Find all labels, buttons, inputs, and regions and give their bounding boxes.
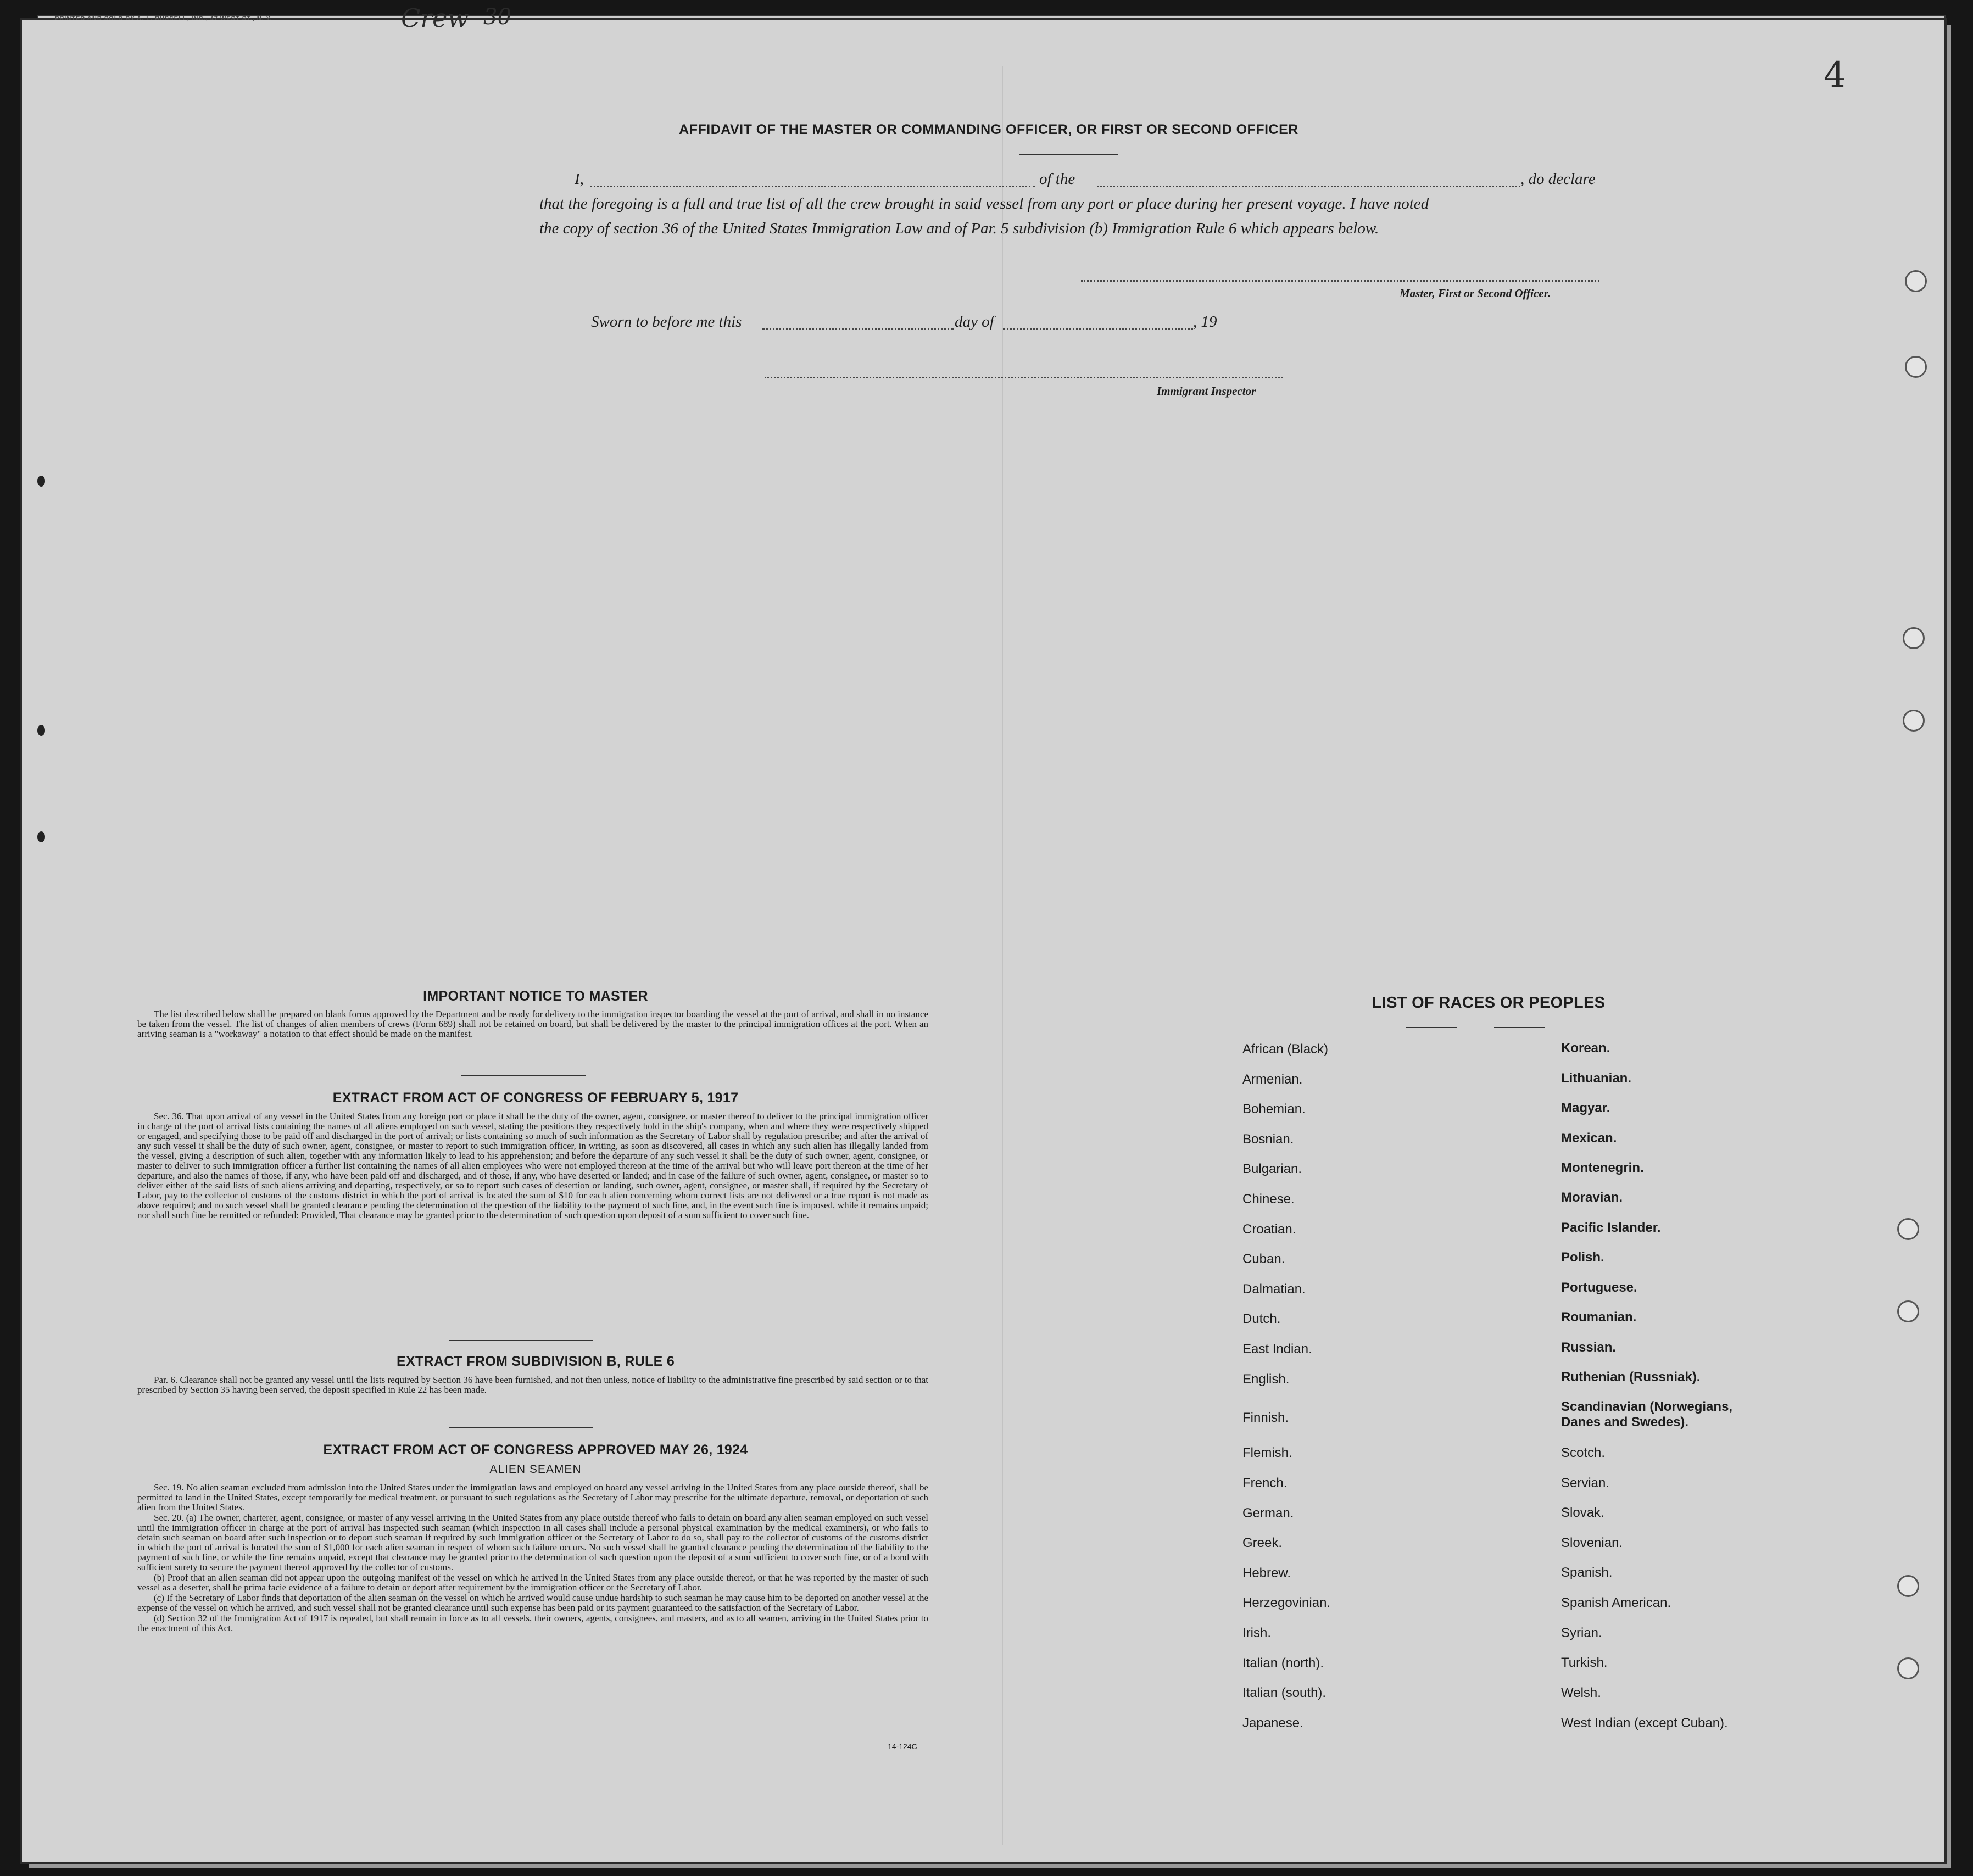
sworn-day-of: day of (955, 313, 994, 331)
binder-hole (1903, 627, 1925, 649)
printer-line: PRINTED AND SOLD BY A. L. RUSSELL, INC., 47 WEST ST., N. Y. (55, 15, 272, 22)
race-item-right: Scotch. (1561, 1445, 1606, 1460)
affidavit-of-the: of the (1039, 170, 1075, 188)
form-number: 14-124C (888, 1742, 917, 1751)
race-item-right: Scandinavian (Norwegians, Danes and Swedes). (1561, 1399, 1733, 1430)
divider (1406, 1027, 1457, 1028)
race-item-right: Russian. (1561, 1340, 1617, 1355)
race-item-right: Spanish. (1561, 1565, 1613, 1580)
master-caption: Master, First or Second Officer. (1400, 287, 1551, 300)
divider (449, 1427, 593, 1428)
master-signature-line (1081, 280, 1599, 282)
race-item-right: Lithuanian. (1561, 1071, 1631, 1086)
race-item-right: Roumanian. (1561, 1310, 1637, 1325)
binder-hole (1905, 270, 1927, 292)
race-item-right: Ruthenian (Russniak). (1561, 1370, 1701, 1384)
binder-hole (1897, 1300, 1919, 1322)
race-item-left: Dalmatian. (1242, 1282, 1306, 1297)
sec-20a-paragraph: Sec. 20. (a) The owner, charterer, agent, consignee, or master of any vessel arriving in the United States from any place outside thereof who fails to detain on board any alien seaman employed on such vessel until the immigration officer in charge at the port of arrival has inspected such seaman (which inspection in all cases shall include a personal physical examination by the medical examiners), or who fails to detain such seaman on board after such inspection or to deport such seaman if required by such immigration officer or the Secretary of Labor to do so, shall pay to the collector of customs of the customs district in which the port of arrival is located the sum of $1,000 for each alien seaman in respect of whom such failure occurs. No such vessel shall be granted clearance pending the determination of the liability to the payment of such fine, or while the fine remains unpaid, except that clearance may be granted prior to the determination of such question upon the deposit of a sum sufficient to cover such fine, or of a bond with sufficient surety to secure the payment thereof approved by the collector of customs. (137, 1512, 928, 1572)
corner-mark: 4 (1824, 55, 1846, 96)
race-item-left: Greek. (1242, 1536, 1283, 1550)
edge-mark (37, 831, 45, 842)
divider (1494, 1027, 1545, 1028)
sworn-month-line (1003, 328, 1193, 330)
affidavit-text-line-1: that the foregoing is a full and true list of all the crew brought in said vessel from any port or place during her present voyage. I have noted (539, 195, 1429, 213)
race-item-left: East Indian. (1242, 1342, 1312, 1356)
binder-hole (1897, 1657, 1919, 1679)
race-item-left: Dutch. (1242, 1311, 1281, 1326)
affidavit-i: I, (575, 170, 584, 188)
binder-hole (1897, 1218, 1919, 1240)
race-item-right: Welsh. (1561, 1685, 1601, 1700)
extract-1924-body (137, 1483, 928, 1634)
divider (461, 1075, 586, 1076)
extract-rule6-title: EXTRACT FROM SUBDIVISION B, RULE 6 (396, 1354, 675, 1369)
extract-1917-body: Sec. 36. That upon arrival of any vessel in the United States from any foreign port or place it shall be the duty of the owner, agent, consignee, or master thereof to deliver to the principal immigration officer in charge of the port of arrival lists containing the names of all aliens employed on such vessel, stating the positions they respectively hold in the ship's company, when and where they were respectively shipped or engaged, and specifying those to be paid off and discharged in the port of arrival; or lists containing so much of such information as the Secretary of Labor shall by regulation prescribe; and after the arrival of any such vessel it shall be the duty of such owner, agent, consignee, or master to report to such immigration officer, in writing, as soon as discovered, all cases in which any such alien has illegally landed from the vessel, giving a description of such alien, together with any information likely to lead to his apprehension; and before the departure of any such vessel it shall be the duty of such owner, agent, consignee, or master to deliver to such immigration officer a further list containing the names of all alien employees who were not employed thereon at the time of the arrival but who will leave port thereon at the time of her departure, and also the names of those, if any, who have been paid off and discharged, and of those, if any, who have deserted or landed; and in case of the failure of such owner, agent, consignee, or master so to deliver either of the said lists of such aliens arriving and departing, respectively, or so to report such cases of desertion or landing, such owner, agent, consignee, or master shall, if required by the Secretary of Labor, pay to the collector of customs of the customs district in which the port of arrival is located the sum of $10 for each alien concerning whom correct lists are not delivered or a true report is not made as above required; and no such vessel shall be granted clearance pending the determination of the question of the liability to the payment of such fine, and, in the event such fine is imposed, while it remains unpaid; nor shall such fine be remitted or refunded: Provided, That clearance may be granted prior to the determination of such question upon deposit of a sum sufficient to cover such fine. (137, 1111, 928, 1220)
races-title: LIST OF RACES OR PEOPLES (1372, 994, 1606, 1012)
race-item-left: Flemish. (1242, 1445, 1292, 1460)
race-item-left: Hebrew. (1242, 1566, 1291, 1581)
divider (1019, 154, 1118, 155)
inspector-signature-line (765, 377, 1283, 378)
race-item-left: Croatian. (1242, 1222, 1296, 1237)
race-item-right: Magyar. (1561, 1101, 1610, 1115)
sworn-day-line (762, 328, 954, 330)
handwritten-number: 30 (483, 4, 511, 30)
race-item-right: Korean. (1561, 1041, 1610, 1056)
race-item-left: Italian (south). (1242, 1685, 1327, 1700)
race-item-left: German. (1242, 1506, 1294, 1521)
race-item-right: Servian. (1561, 1476, 1610, 1490)
race-item-left: African (Black) (1242, 1042, 1329, 1057)
race-item-left: Chinese. (1242, 1192, 1295, 1207)
race-item-left: Bohemian. (1242, 1102, 1306, 1116)
handwritten-crew: Crew (401, 3, 469, 33)
race-item-right: Spanish American. (1561, 1595, 1671, 1610)
sworn-prefix: Sworn to before me this (591, 313, 742, 331)
sec-20c-paragraph: (c) If the Secretary of Labor finds that deportation of the alien seaman on the vessel on which he arrived would cause undue hardship to such seaman he may cause him to be deported on another vessel at the expense of the vessel on which he arrived, and such vessel shall not be granted clearance until such expense has been paid or its payment guaranteed to the satisfaction of the Secretary of Labor. (137, 1593, 928, 1613)
binder-hole (1897, 1575, 1919, 1597)
inspector-caption: Immigrant Inspector (1157, 384, 1256, 398)
affidavit-do-declare: , do declare (1520, 170, 1596, 188)
race-item-right: Syrian. (1561, 1626, 1602, 1640)
race-item-right: Pacific Islander. (1561, 1220, 1661, 1235)
race-item-right: Turkish. (1561, 1655, 1608, 1670)
center-fold (1002, 66, 1003, 1845)
divider (449, 1340, 593, 1341)
race-item-left: Bosnian. (1242, 1132, 1294, 1147)
race-item-left: Italian (north). (1242, 1656, 1324, 1671)
sworn-year: , 19 (1193, 313, 1217, 331)
edge-mark (37, 476, 45, 487)
edge-mark (37, 725, 45, 736)
race-item-right: Montenegrin. (1561, 1160, 1644, 1175)
race-item-right: Slovenian. (1561, 1536, 1623, 1550)
race-item-left: Japanese. (1242, 1716, 1303, 1730)
alien-seamen-subtitle: ALIEN SEAMEN (489, 1463, 582, 1476)
sec-20d-paragraph: (d) Section 32 of the Immigration Act of 1917 is repealed, but shall remain in force as to all vessels, their owners, agents, consignees, and masters, and as to all seamen, arriving in the United States prior to the enactment of this Act. (137, 1613, 928, 1633)
sec-19-paragraph: Sec. 19. No alien seaman excluded from admission into the United States under the immigration laws and employed on board any vessel arriving in the United States from any place outside thereof, shall be permitted to land in the United States, except temporarily for medical treatment, or pursuant to such regulations as the Secretary of Labor may prescribe for the ultimate departure, removal, or deportation of such alien from the United States. (137, 1482, 928, 1512)
name-line (590, 186, 1035, 187)
race-item-left: English. (1242, 1372, 1290, 1387)
binder-hole (1903, 710, 1925, 732)
binder-hole (1905, 356, 1927, 378)
extract-1917-title: EXTRACT FROM ACT OF CONGRESS OF FEBRUARY 5, 1917 (332, 1090, 739, 1106)
affidavit-title: AFFIDAVIT OF THE MASTER OR COMMANDING OFFICER, OR FIRST OR SECOND OFFICER (679, 122, 1298, 137)
race-item-left: Finnish. (1242, 1410, 1289, 1425)
extract-rule6-body: Par. 6. Clearance shall not be granted any vessel until the lists required by Section 36 have been furnished, and not then unless, notice of liability to the administrative fine prescribed by said section or to that prescribed by Section 35 having been served, the deposit specified in Rule 22 has been made. (137, 1375, 928, 1395)
extract-1924-title: EXTRACT FROM ACT OF CONGRESS APPROVED MAY 26, 1924 (323, 1442, 748, 1458)
race-item-left: French. (1242, 1476, 1288, 1490)
race-item-left: Cuban. (1242, 1252, 1285, 1266)
sec-20b-paragraph: (b) Proof that an alien seaman did not appear upon the outgoing manifest of the vessel on which he arrived in the United States from any place outside thereof, or that he was reported by the master of such vessel as a deserter, shall be prima facie evidence of a failure to detain or deport after requirement by the immigration officer or the Secretary of Labor. (137, 1572, 928, 1593)
vessel-line (1097, 186, 1520, 187)
race-item-right: West Indian (except Cuban). (1561, 1716, 1728, 1730)
race-item-left: Irish. (1242, 1626, 1272, 1640)
notice-title: IMPORTANT NOTICE TO MASTER (423, 989, 648, 1004)
race-item-left: Armenian. (1242, 1072, 1303, 1087)
notice-body: The list described below shall be prepared on blank forms approved by the Department and be ready for delivery to the immigration inspector boarding the vessel at the port of arrival, and shall in no instance be taken from the vessel. The list of changes of alien members of crews (Form 689) shall not be retained on board, but shall be delivered by the master to the principal immigration offices at the port. When an arriving seaman is a "workaway" a notation to that effect should be made on the manifest. (137, 1009, 928, 1039)
race-item-right: Moravian. (1561, 1190, 1623, 1205)
race-item-right: Portuguese. (1561, 1280, 1637, 1295)
race-item-right: Slovak. (1561, 1505, 1604, 1520)
race-item-right: Polish. (1561, 1250, 1604, 1265)
race-item-right: Mexican. (1561, 1131, 1617, 1146)
race-item-left: Bulgarian. (1242, 1162, 1302, 1176)
affidavit-text-line-2: the copy of section 36 of the United States Immigration Law and of Par. 5 subdivision (b) Immigration Rule 6 which appears below. (539, 220, 1379, 237)
race-item-left: Herzegovinian. (1242, 1595, 1331, 1610)
